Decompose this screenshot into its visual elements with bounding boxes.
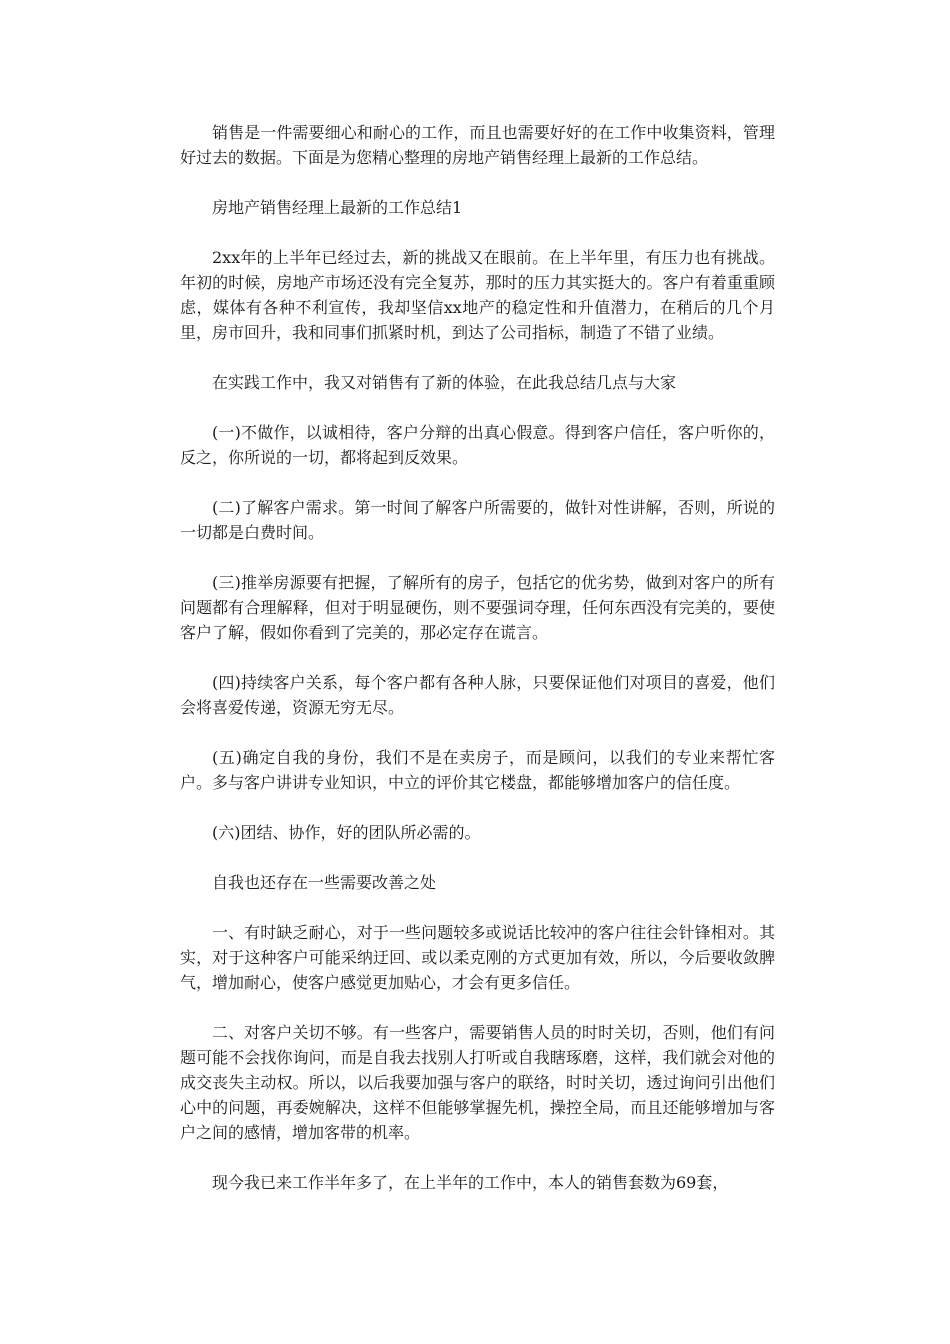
list-item: (二)了解客户需求。第一时间了解客户所需要的，做针对性讲解，否则，所说的一切都是白费时间。	[180, 498, 775, 542]
body-paragraph: 现今我已来工作半年多了，在上半年的工作中，本人的销售套数为69套，	[212, 1173, 729, 1192]
list-item: 一、有时缺乏耐心，对于一些问题较多或说话比较冲的客户往往会针锋相对。其实，对于这种客户可能采纳迂回、或以柔克刚的方式更加有效，所以，今后要收敛脾气，增加耐心，使客户感觉更加贴心，才会有更多信任。	[180, 923, 775, 992]
list-item: (五)确定自我的身份，我们不是在卖房子，而是顾问，以我们的专业来帮忙客户。多与客户讲讲专业知识，中立的评价其它楼盘，都能够增加客户的信任度。	[180, 748, 775, 792]
intro-paragraph: 销售是一件需要细心和耐心的工作，而且也需要好好的在工作中收集资料，管理好过去的数据。下面是为您精心整理的房地产销售经理上最新的工作总结。	[180, 123, 775, 167]
body-paragraph: 2xx年的上半年已经过去，新的挑战又在眼前。在上半年里，有压力也有挑战。年初的时候，房地产市场还没有完全复苏，那时的压力其实挺大的。客户有着重重顾虑，媒体有各种不利宣传，我却坚信xx地产的稳定性和升值潜力，在稍后的几个月里，房市回升，我和同事们抓紧时机，到达了公司指标，制造了不错了业绩。	[180, 248, 775, 342]
body-paragraph: 自我也还存在一些需要改善之处	[212, 873, 437, 892]
list-item: (一)不做作，以诚相待，客户分辩的出真心假意。得到客户信任，客户听你的，反之，你所说的一切，都将起到反效果。	[180, 423, 775, 467]
document-body	[180, 120, 775, 1220]
list-item: (四)持续客户关系，每个客户都有各种人脉，只要保证他们对项目的喜爱，他们会将喜爱传递，资源无穷无尽。	[180, 673, 775, 717]
list-item: (三)推举房源要有把握，了解所有的房子，包括它的优劣势，做到对客户的所有问题都有合理解释，但对于明显硬伤，则不要强词夺理，任何东西没有完美的，要使客户了解，假如你看到了完美的，那必定存在谎言。	[180, 573, 775, 642]
section-title: 房地产销售经理上最新的工作总结1	[212, 198, 463, 217]
list-item: 二、对客户关切不够。有一些客户，需要销售人员的时时关切，否则，他们有问题可能不会找你询问，而是自我去找别人打听或自我瞎琢磨，这样，我们就会对他的成交丧失主动权。所以，以后我要加强与客户的联络，时时关切，透过询问引出他们心中的问题，再委婉解决，这样不但能够掌握先机，操控全局，而且还能够增加与客户之间的感情，增加客带的机率。	[180, 1023, 775, 1142]
body-paragraph: 在实践工作中，我又对销售有了新的体验，在此我总结几点与大家	[212, 373, 677, 392]
list-item: (六)团结、协作，好的团队所必需的。	[212, 823, 481, 842]
